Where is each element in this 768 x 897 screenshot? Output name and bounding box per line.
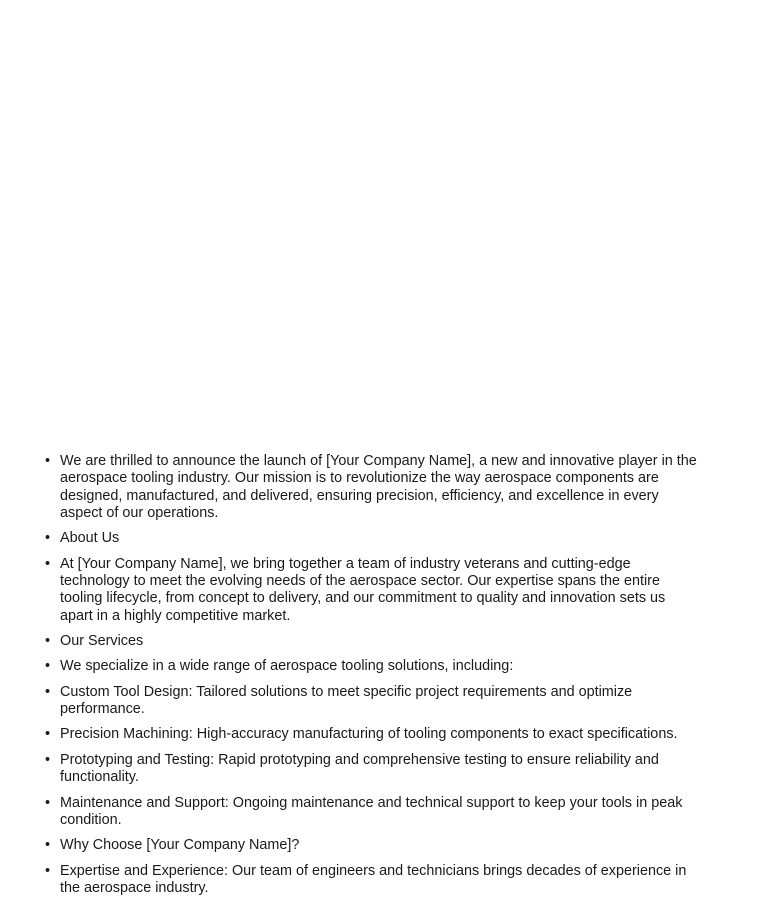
list-item-about-us-body: • At [Your Company Name], we bring together a team of industry veterans and cutting-edge technology to meet the evolving needs of the aerospace sector. Our expertise spans the entire tooling lifecycle, from concept to delivery, and our commitment to quality and innovation sets us apart in a highly competitive market. [60, 556, 700, 625]
list-item-expertise-experience: • Expertise and Experience: Our team of engineers and technicians brings decades of experience in the aerospace industry. [60, 863, 700, 897]
list-item-custom-tool-design: • Custom Tool Design: Tailored solutions to meet specific project requirements and optimize performance. [60, 684, 700, 719]
list-item-services-heading: • Our Services [60, 633, 700, 650]
list-item-prototyping-testing: • Prototyping and Testing: Rapid prototyping and comprehensive testing to ensure reliability and functionality. [60, 752, 700, 787]
list-item-intro: • We are thrilled to announce the launch of [Your Company Name], a new and innovative player in the aerospace tooling industry. Our mission is to revolutionize the way aerospace components are designed, manufactured, and delivered, ensuring precision, efficiency, and excellence in every aspect of our operations. [60, 453, 700, 522]
list-item-about-us-heading: • About Us [60, 530, 700, 547]
list-item-maintenance-support: • Maintenance and Support: Ongoing maintenance and technical support to keep your tools in peak condition. [60, 795, 700, 830]
list-item-services-intro: • We specialize in a wide range of aerospace tooling solutions, including: [60, 658, 700, 675]
list-item-why-choose-heading: • Why Choose [Your Company Name]? [60, 837, 700, 854]
announcement-bullet-list [0, 453, 700, 897]
list-item-precision-machining: • Precision Machining: High-accuracy manufacturing of tooling components to exact specifications. [60, 726, 700, 743]
